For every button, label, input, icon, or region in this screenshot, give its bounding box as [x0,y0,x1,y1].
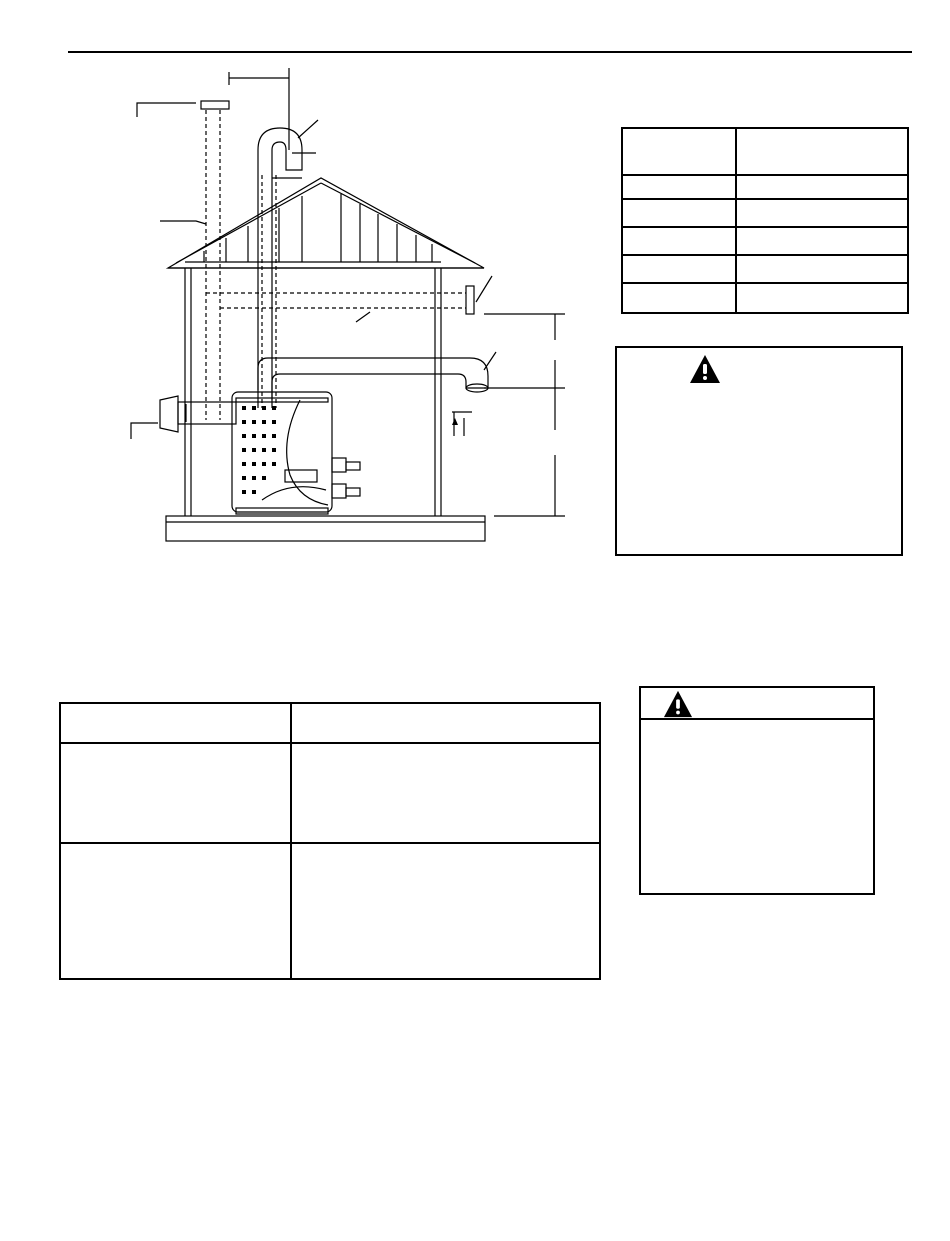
table-cell [736,283,908,313]
table-cell [622,227,736,255]
table-header-cell [291,703,600,743]
table-cell [291,743,600,843]
heater-body [232,392,332,512]
horizontal-vent-terminal [466,286,474,314]
vertical-vent-cap [201,101,229,109]
table-cell [622,255,736,283]
warning-box-2 [639,686,875,895]
clearance-table [59,702,601,980]
floor-slab [166,516,485,541]
leader-vent-cap [137,103,196,117]
heater-vent-dots [242,406,276,494]
table-header-cell [736,128,908,175]
table-cell [736,175,908,199]
table-cell [60,843,291,979]
table-header-cell [60,703,291,743]
warning-triangle-icon [663,689,693,719]
sidewall-vent-hood [160,396,178,432]
table-cell [291,843,600,979]
vent-length-table [621,127,909,314]
table-cell [622,199,736,227]
roof [168,178,484,268]
table-cell [736,199,908,227]
table-cell [736,227,908,255]
vent-installation-diagram [0,0,600,560]
table-cell [60,743,291,843]
warning-box-2-header [641,688,873,720]
warning-triangle-icon [689,354,721,384]
table-cell [622,283,736,313]
table-cell [622,175,736,199]
table-header-cell [622,128,736,175]
intake-pipe-horizontal [258,358,488,400]
warning-box-1 [615,346,903,556]
table-cell [736,255,908,283]
